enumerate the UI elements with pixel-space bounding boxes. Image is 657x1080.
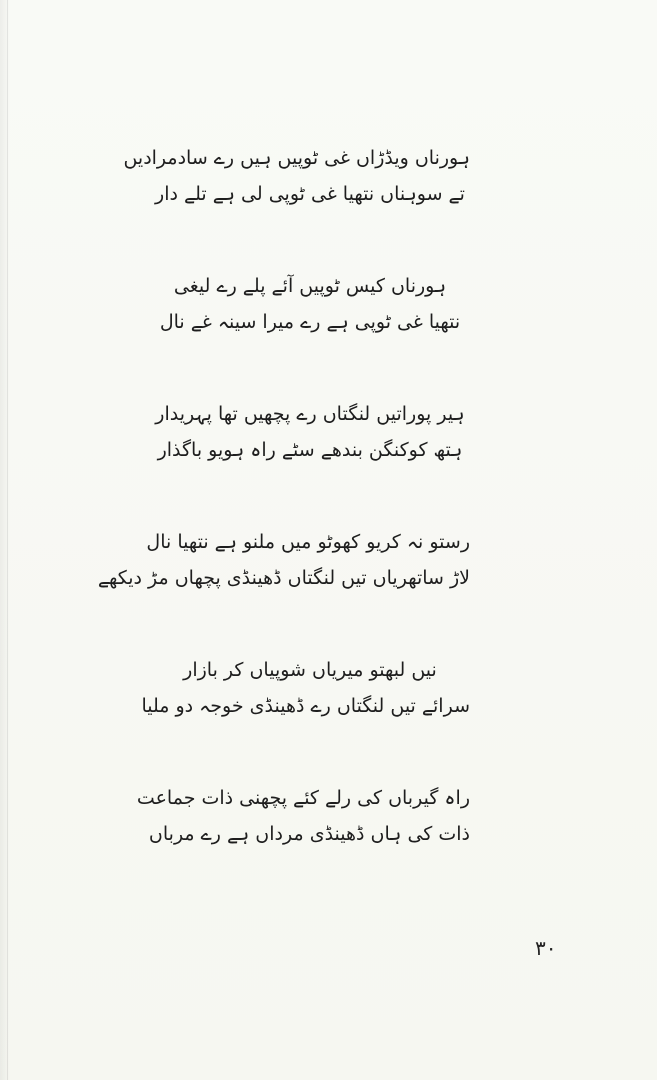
verse-line: سرائے تیں لنگتاں رے ڈھینڈی خوجہ دو ملیا [141, 695, 470, 717]
verse-line: نتھیا غی ٹوپی ہے رے میرا سینہ غے نال [159, 311, 461, 333]
verse-line: ہورناں ویڈڑاں غی ٹوپیں ہیں رے سادمرادیں [123, 147, 470, 169]
verse-line: تے سوہناں نتھیا غی ٹوپی لی ہے تلے دار [155, 183, 465, 205]
verse-line: لاڑ ساتھریاں تیں لنگتاں ڈھینڈی پچھاں مڑ دیکھے [97, 567, 470, 589]
page-number: ۳۰ [535, 936, 557, 960]
stanza [150, 396, 470, 524]
verse-line: نیں لبھتو میریاں شوپیاں کر بازار [183, 659, 437, 681]
verse-line: ہتھ کوکنگن بندھے سٹے راہ ہویو باگذار [157, 439, 463, 461]
stanza [141, 652, 470, 780]
verse-line: ہورناں کیس ٹوپیں آئے پلے رے لیغی [173, 275, 447, 297]
verse-line: رستو نہ کریو کھوٹو میں ملنو ہے نتھیا نال [146, 531, 470, 553]
verse-line: راہ گیرباں کی رلے کئے پچھنی ذات جماعت [136, 787, 470, 809]
stanza [97, 524, 470, 652]
verse-line: ذات کی ہاں ڈھینڈی مرداں ہے رے مرباں [148, 823, 470, 845]
verse-line: ہیر پوراتیں لنگتاں رے پچھیں تھا پہریدار [155, 403, 465, 425]
stanza [136, 780, 470, 908]
stanza [123, 140, 470, 268]
page-gutter-shadow [7, 0, 8, 1080]
poem-body [97, 140, 470, 908]
stanza [150, 268, 470, 396]
